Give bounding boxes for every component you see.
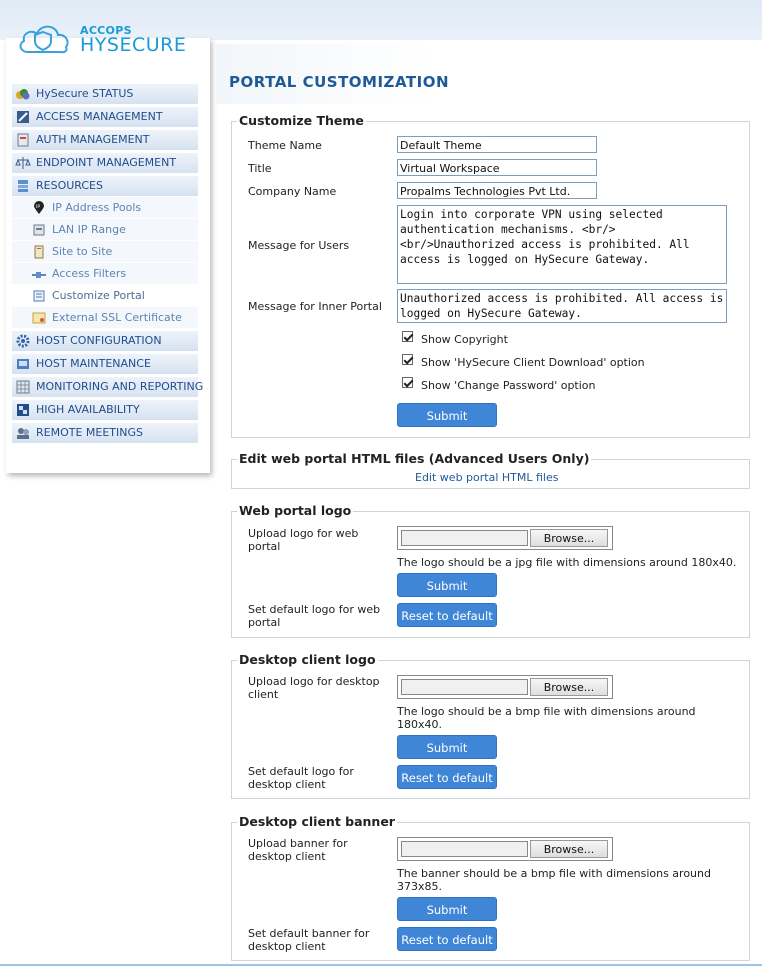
logo-brand: ACCOPS <box>80 24 132 37</box>
sidebar-subitem-label: LAN IP Range <box>52 223 126 236</box>
resources-icon <box>16 179 30 193</box>
web-logo-upload-label: Upload logo for web portal <box>248 527 359 553</box>
section-legend: Customize Theme <box>239 113 364 128</box>
sidebar-item-host-maintenance[interactable] <box>12 354 198 375</box>
sidebar-item-host-configuration[interactable] <box>12 331 198 352</box>
desktop-logo-default-label: Set default logo for desktop client <box>248 765 354 791</box>
certificate-icon <box>32 311 46 325</box>
sidebar-item-label: ACCESS MANAGEMENT <box>36 110 163 123</box>
message-users-textarea[interactable]: Login into corporate VPN using selected authentication mechanisms. <br/><br/>Unauthorized access is prohibited. All access is logged on HySecure Gateway. <box>397 205 727 284</box>
web-logo-submit-button[interactable]: Submit <box>397 573 497 597</box>
theme-submit-button[interactable]: Submit <box>397 403 497 427</box>
sidebar-item-label: RESOURCES <box>36 179 103 192</box>
message-inner-portal-label: Message for Inner Portal <box>248 300 382 313</box>
web-logo-hint: The logo should be a jpg file with dimensions around 180x40. <box>397 556 737 569</box>
show-client-download-label: Show 'HySecure Client Download' option <box>421 356 645 369</box>
desktop-banner-submit-button[interactable]: Submit <box>397 897 497 921</box>
sidebar-item-remote-meetings[interactable] <box>12 423 198 444</box>
sidebar-item-monitoring-and-reporting[interactable] <box>12 377 204 398</box>
sidebar-subitem-ip-address-pools[interactable] <box>12 197 198 218</box>
desktop-banner-file-input[interactable] <box>397 837 613 861</box>
sidebar-item-status[interactable] <box>12 84 198 105</box>
sidebar-subitem-label: Access Filters <box>52 267 127 280</box>
auth-icon <box>16 133 30 147</box>
desktop-banner-browse-button[interactable]: Browse... <box>530 840 608 858</box>
sidebar-subitem-label: IP Address Pools <box>52 201 142 214</box>
host-maintenance-icon <box>16 357 30 371</box>
endpoint-icon <box>16 156 30 170</box>
filter-icon <box>32 267 46 281</box>
company-name-label: Company Name <box>248 185 337 198</box>
host-config-icon <box>16 334 30 348</box>
edit-html-link[interactable]: Edit web portal HTML files <box>415 471 559 484</box>
monitoring-icon <box>16 380 30 394</box>
message-users-label: Message for Users <box>248 239 350 252</box>
sidebar-subitem-access-filters[interactable] <box>12 263 198 284</box>
web-logo-file-input[interactable] <box>397 526 613 550</box>
desktop-logo-reset-button[interactable]: Reset to default <box>397 765 497 789</box>
sidebar-subitem-label: Customize Portal <box>52 289 145 302</box>
sidebar-item-label: MONITORING AND REPORTING <box>36 380 204 393</box>
sidebar-subitem-lan-ip-range[interactable] <box>12 219 198 240</box>
show-copyright-checkbox[interactable] <box>402 331 413 342</box>
sidebar-item-label: HIGH AVAILABILITY <box>36 403 140 416</box>
cloud-shield-icon <box>16 18 74 60</box>
show-copyright-label: Show Copyright <box>421 333 508 346</box>
sidebar-subitem-site-to-site[interactable] <box>12 241 198 262</box>
sidebar-item-label: HOST MAINTENANCE <box>36 357 151 370</box>
ha-icon <box>16 403 30 417</box>
file-path-field[interactable] <box>401 841 528 857</box>
sidebar-item-auth-management[interactable] <box>12 130 198 151</box>
desktop-logo-submit-button[interactable]: Submit <box>397 735 497 759</box>
sidebar-item-label: HOST CONFIGURATION <box>36 334 162 347</box>
logo-product: HYSECURE <box>80 34 187 56</box>
desktop-logo-browse-button[interactable]: Browse... <box>530 678 608 696</box>
desktop-banner-reset-button[interactable]: Reset to default <box>397 927 497 951</box>
section-legend: Desktop client logo <box>239 652 376 667</box>
show-client-download-checkbox[interactable] <box>402 354 413 365</box>
sidebar-item-label: AUTH MANAGEMENT <box>36 133 150 146</box>
sidebar-item-high-availability[interactable] <box>12 400 198 421</box>
svg-text:IP: IP <box>36 205 41 210</box>
web-logo-reset-button[interactable]: Reset to default <box>397 603 497 627</box>
sidebar-subitem-label: External SSL Certificate <box>52 311 182 324</box>
web-logo-browse-button[interactable]: Browse... <box>530 529 608 547</box>
status-icon <box>16 87 30 101</box>
sidebar-item-label: ENDPOINT MANAGEMENT <box>36 156 177 169</box>
logo <box>16 18 206 60</box>
site-icon <box>32 245 46 259</box>
lan-icon <box>32 223 46 237</box>
title-label: Title <box>248 162 272 175</box>
sidebar-item-access-management[interactable] <box>12 107 198 128</box>
company-name-input[interactable]: Propalms Technologies Pvt Ltd. <box>397 182 597 199</box>
sidebar-subitem-customize-portal[interactable] <box>12 285 198 306</box>
section-legend: Web portal logo <box>239 503 352 518</box>
message-inner-portal-textarea[interactable]: Unauthorized access is prohibited. All access is logged on HySecure Gateway. <box>397 289 727 323</box>
sidebar-item-label: REMOTE MEETINGS <box>36 426 143 439</box>
desktop-banner-default-label: Set default banner for desktop client <box>248 927 370 953</box>
sidebar-item-endpoint-management[interactable] <box>12 153 198 174</box>
desktop-banner-hint: The banner should be a bmp file with dimensions around 373x85. <box>397 867 711 893</box>
desktop-logo-hint: The logo should be a bmp file with dimensions around 180x40. <box>397 705 696 731</box>
desktop-logo-file-input[interactable] <box>397 675 613 699</box>
page-title: PORTAL CUSTOMIZATION <box>229 73 449 91</box>
theme-name-label: Theme Name <box>248 139 322 152</box>
sidebar-item-label: HySecure STATUS <box>36 87 134 100</box>
sidebar-subitem-label: Site to Site <box>52 245 113 258</box>
title-input[interactable]: Virtual Workspace <box>397 159 597 176</box>
sidebar-subitem-external-ssl-certificate[interactable] <box>12 307 198 328</box>
ip-pin-icon <box>32 201 46 215</box>
desktop-banner-upload-label: Upload banner for desktop client <box>248 837 348 863</box>
theme-name-input[interactable]: Default Theme <box>397 136 597 153</box>
meetings-icon <box>16 426 30 440</box>
section-legend: Desktop client banner <box>239 814 395 829</box>
desktop-logo-upload-label: Upload logo for desktop client <box>248 675 380 701</box>
access-icon <box>16 110 30 124</box>
web-logo-default-label: Set default logo for web portal <box>248 603 381 629</box>
section-legend: Edit web portal HTML files (Advanced Users Only) <box>239 451 590 466</box>
show-change-password-label: Show 'Change Password' option <box>421 379 596 392</box>
file-path-field[interactable] <box>401 530 528 546</box>
show-change-password-checkbox[interactable] <box>402 377 413 388</box>
sidebar-item-resources[interactable] <box>12 176 198 197</box>
file-path-field[interactable] <box>401 679 528 695</box>
portal-icon <box>32 289 46 303</box>
